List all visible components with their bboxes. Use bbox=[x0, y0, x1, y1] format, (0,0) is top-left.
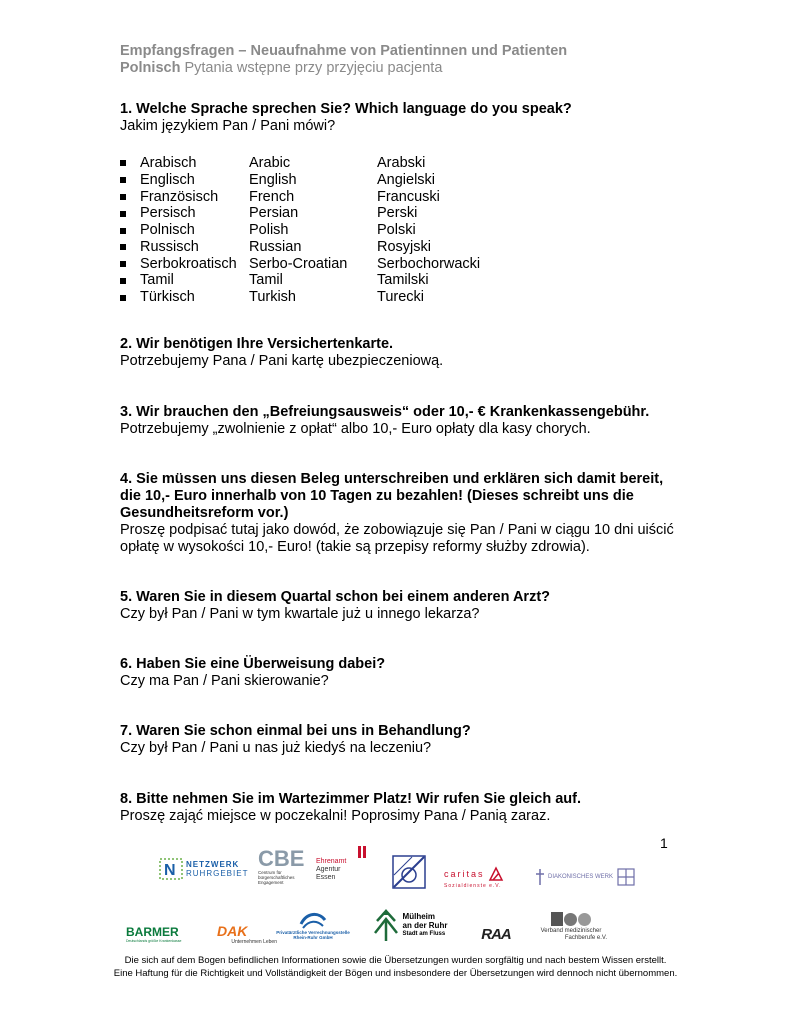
question-3-german: 3. Wir brauchen den „Befreiungsausweis“ oder 10,- € Krankenkassengebühr. bbox=[120, 404, 650, 420]
bullet-icon bbox=[120, 295, 140, 301]
question-3-polish: Potrzebujemy „zwolnienie z opłat“ albo 10,- Euro opłaty dla kasy chorych. bbox=[120, 421, 591, 437]
language-german: Serbokroatisch bbox=[140, 255, 237, 272]
muelheim-crest-icon bbox=[371, 907, 401, 943]
caritas-text: caritas bbox=[444, 869, 485, 879]
question-2 bbox=[120, 336, 680, 370]
language-english: French bbox=[249, 188, 295, 205]
question-3 bbox=[120, 404, 680, 438]
header-language: Polnisch bbox=[120, 60, 181, 76]
language-english: Serbo-Croatian bbox=[249, 255, 348, 272]
language-english: Polish bbox=[249, 222, 289, 239]
pvs-swirl-icon bbox=[299, 912, 327, 930]
language-list-item bbox=[120, 289, 680, 306]
language-polish: Tamilski bbox=[377, 272, 429, 289]
language-list-item bbox=[120, 222, 680, 239]
language-polish: Polski bbox=[377, 222, 416, 239]
ehrenamt-line3: Essen bbox=[316, 874, 336, 881]
raa-logo bbox=[470, 924, 522, 944]
pvs-line1: Privatärztliche Verrechnungsstelle bbox=[276, 930, 350, 935]
ehrenamt-mark-icon bbox=[358, 846, 366, 858]
language-list-item bbox=[120, 172, 680, 189]
question-5 bbox=[120, 589, 680, 623]
diakonie-text: DIAKONISCHES WERK bbox=[548, 874, 614, 880]
question-8-polish: Proszę zająć miejsce w poczekalni! Poprosimy Pana / Panią zaraz. bbox=[120, 808, 551, 824]
ehrenamt-line1: Ehrenamt bbox=[316, 858, 347, 865]
raa-text: RAA bbox=[481, 925, 511, 943]
question-2-german: 2. Wir benötigen Ihre Versichertenkarte. bbox=[120, 336, 394, 352]
diakonie-window-icon bbox=[617, 868, 635, 886]
cbe-logo bbox=[258, 840, 304, 892]
blue-square-logo bbox=[392, 855, 426, 889]
language-english: Persian bbox=[249, 205, 299, 222]
language-german: Tamil bbox=[140, 272, 174, 289]
dak-logo bbox=[217, 920, 277, 948]
muelheim-line2: an der Ruhr bbox=[402, 921, 448, 930]
netzwerk-line1: NETZWERK bbox=[186, 860, 240, 869]
disclaimer-line2: Eine Haftung für die Richtigkeit und Vollständigkeit der Bögen und insbesondere der Übersetzungen wird dennoch nicht übernommen. bbox=[113, 968, 678, 979]
vmf-marks-icon bbox=[551, 912, 591, 926]
ehrenamt-agentur-logo bbox=[316, 840, 370, 888]
language-english: Arabic bbox=[249, 154, 291, 171]
header-subtitle bbox=[120, 60, 567, 77]
question-4-polish: Proszę podpisać tutaj jako dowód, że zobowiązuje się Pan / Pani w ciągu 10 dni uiścić opłatę w wysokości 10,- Euro! (takie są przepisy reformy służby zdrowia). bbox=[120, 522, 674, 555]
language-german: Englisch bbox=[140, 171, 195, 188]
bullet-icon bbox=[120, 160, 140, 166]
question-6-polish: Czy ma Pan / Pani skierowanie? bbox=[120, 673, 329, 689]
cbe-subtitle: Centrum für bürgerschaftliches Engagement bbox=[258, 869, 295, 885]
question-5-german: 5. Waren Sie in diesem Quartal schon bei einem anderen Arzt? bbox=[120, 589, 551, 605]
language-german: Russisch bbox=[140, 238, 199, 255]
question-7 bbox=[120, 723, 680, 757]
question-4 bbox=[120, 471, 675, 556]
language-polish: Perski bbox=[377, 205, 418, 222]
question-1-german: 1. Welche Sprache sprechen Sie? Which language do you speak? bbox=[120, 101, 572, 117]
question-5-polish: Czy był Pan / Pani w tym kwartale już u innego lekarza? bbox=[120, 606, 480, 622]
question-1-polish: Jakim językiem Pan / Pani mówi? bbox=[120, 118, 336, 134]
vmf-logo bbox=[535, 908, 607, 946]
language-english: Tamil bbox=[249, 272, 283, 289]
dak-subtitle: Unternehmen Leben bbox=[231, 938, 277, 945]
language-list-item bbox=[120, 239, 680, 256]
muelheim-line3: Stadt am Fluss bbox=[402, 931, 446, 937]
muelheim-logo bbox=[368, 906, 450, 944]
bullet-icon bbox=[120, 244, 140, 250]
language-german: Arabisch bbox=[140, 154, 197, 171]
netzwerk-n-icon bbox=[158, 857, 184, 881]
bullet-icon bbox=[120, 194, 140, 200]
caritas-flame-icon bbox=[487, 865, 505, 883]
question-7-german: 7. Waren Sie schon einmal bei uns in Behandlung? bbox=[120, 723, 471, 739]
bullet-icon bbox=[120, 228, 140, 234]
header-subtitle-polish: Pytania wstępne przy przyjęciu pacjenta bbox=[180, 60, 443, 76]
diakonie-cross-icon bbox=[535, 868, 545, 886]
question-8 bbox=[120, 791, 680, 825]
pvs-line2: Rhein-Ruhr GmbH bbox=[293, 935, 333, 940]
disclaimer-line1: Die sich auf dem Bogen befindlichen Informationen sowie die Übersetzungen wurden sorgfältig und nach bestem Wissen erstellt. bbox=[124, 955, 667, 966]
language-german: Türkisch bbox=[140, 289, 195, 306]
muelheim-line1: Mülheim bbox=[402, 912, 435, 921]
question-4-german: 4. Sie müssen uns diesen Beleg unterschreiben und erklären sich damit bereit, die 10,- Euro innerhalb von 10 Tagen zu bezahlen! (Dieses schreibt uns die Gesundheitsreform vor.) bbox=[120, 471, 664, 521]
language-list-item bbox=[120, 189, 680, 206]
disclaimer-footer bbox=[0, 954, 791, 980]
question-2-polish: Potrzebujemy Pana / Pani kartę ubezpieczeniową. bbox=[120, 353, 444, 369]
ehrenamt-line2: Agentur bbox=[316, 866, 341, 873]
barmer-subtitle: Deutschlands größte Krankenkasse bbox=[126, 939, 182, 943]
language-polish: Arabski bbox=[377, 154, 426, 171]
language-german: Polnisch bbox=[140, 222, 195, 239]
netzwerk-ruhrgebiet-logo bbox=[158, 852, 249, 886]
language-polish: Francuski bbox=[377, 188, 440, 205]
language-list-item bbox=[120, 273, 680, 290]
language-english: English bbox=[249, 171, 297, 188]
cbe-text: CBE bbox=[258, 845, 305, 871]
language-polish: Serbochorwacki bbox=[377, 255, 481, 272]
language-list-item bbox=[120, 155, 680, 172]
language-german: Französisch bbox=[140, 188, 219, 205]
question-8-german: 8. Bitte nehmen Sie im Wartezimmer Platz! Wir rufen Sie gleich auf. bbox=[120, 791, 582, 807]
bullet-icon bbox=[120, 177, 140, 183]
page-number: 1 bbox=[660, 835, 668, 851]
vmf-line2: Fachberufe e.V. bbox=[564, 935, 607, 941]
question-6 bbox=[120, 656, 680, 690]
dak-text: DAK bbox=[217, 922, 248, 939]
language-polish: Angielski bbox=[377, 171, 436, 188]
bullet-icon bbox=[120, 211, 140, 217]
diakonisches-werk-logo bbox=[535, 865, 635, 889]
bullet-icon bbox=[120, 278, 140, 284]
caritas-logo bbox=[444, 862, 518, 892]
netzwerk-line2: RUHRGEBIET bbox=[186, 869, 249, 878]
svg-text:N: N bbox=[164, 862, 176, 879]
bullet-icon bbox=[120, 261, 140, 267]
language-list bbox=[120, 155, 680, 306]
vmf-line1: Verband medizinischer bbox=[540, 928, 602, 934]
blue-square-icon bbox=[392, 855, 426, 889]
language-polish: Turecki bbox=[377, 289, 424, 306]
barmer-text: BARMER bbox=[126, 925, 179, 939]
question-1 bbox=[120, 101, 680, 306]
question-6-german: 6. Haben Sie eine Überweisung dabei? bbox=[120, 656, 386, 672]
language-english: Turkish bbox=[249, 289, 296, 306]
caritas-subtitle: Sozialdienste e.V. bbox=[444, 883, 502, 889]
language-list-item bbox=[120, 205, 680, 222]
barmer-logo bbox=[126, 924, 190, 946]
document-header bbox=[120, 43, 567, 77]
language-polish: Rosyjski bbox=[377, 238, 431, 255]
language-english: Russian bbox=[249, 238, 302, 255]
question-7-polish: Czy był Pan / Pani u nas już kiedyś na leczeniu? bbox=[120, 740, 432, 756]
pvs-logo bbox=[276, 906, 350, 946]
header-title: Empfangsfragen – Neuaufnahme von Patientinnen und Patienten bbox=[120, 43, 568, 59]
language-german: Persisch bbox=[140, 205, 196, 222]
language-list-item bbox=[120, 256, 680, 273]
